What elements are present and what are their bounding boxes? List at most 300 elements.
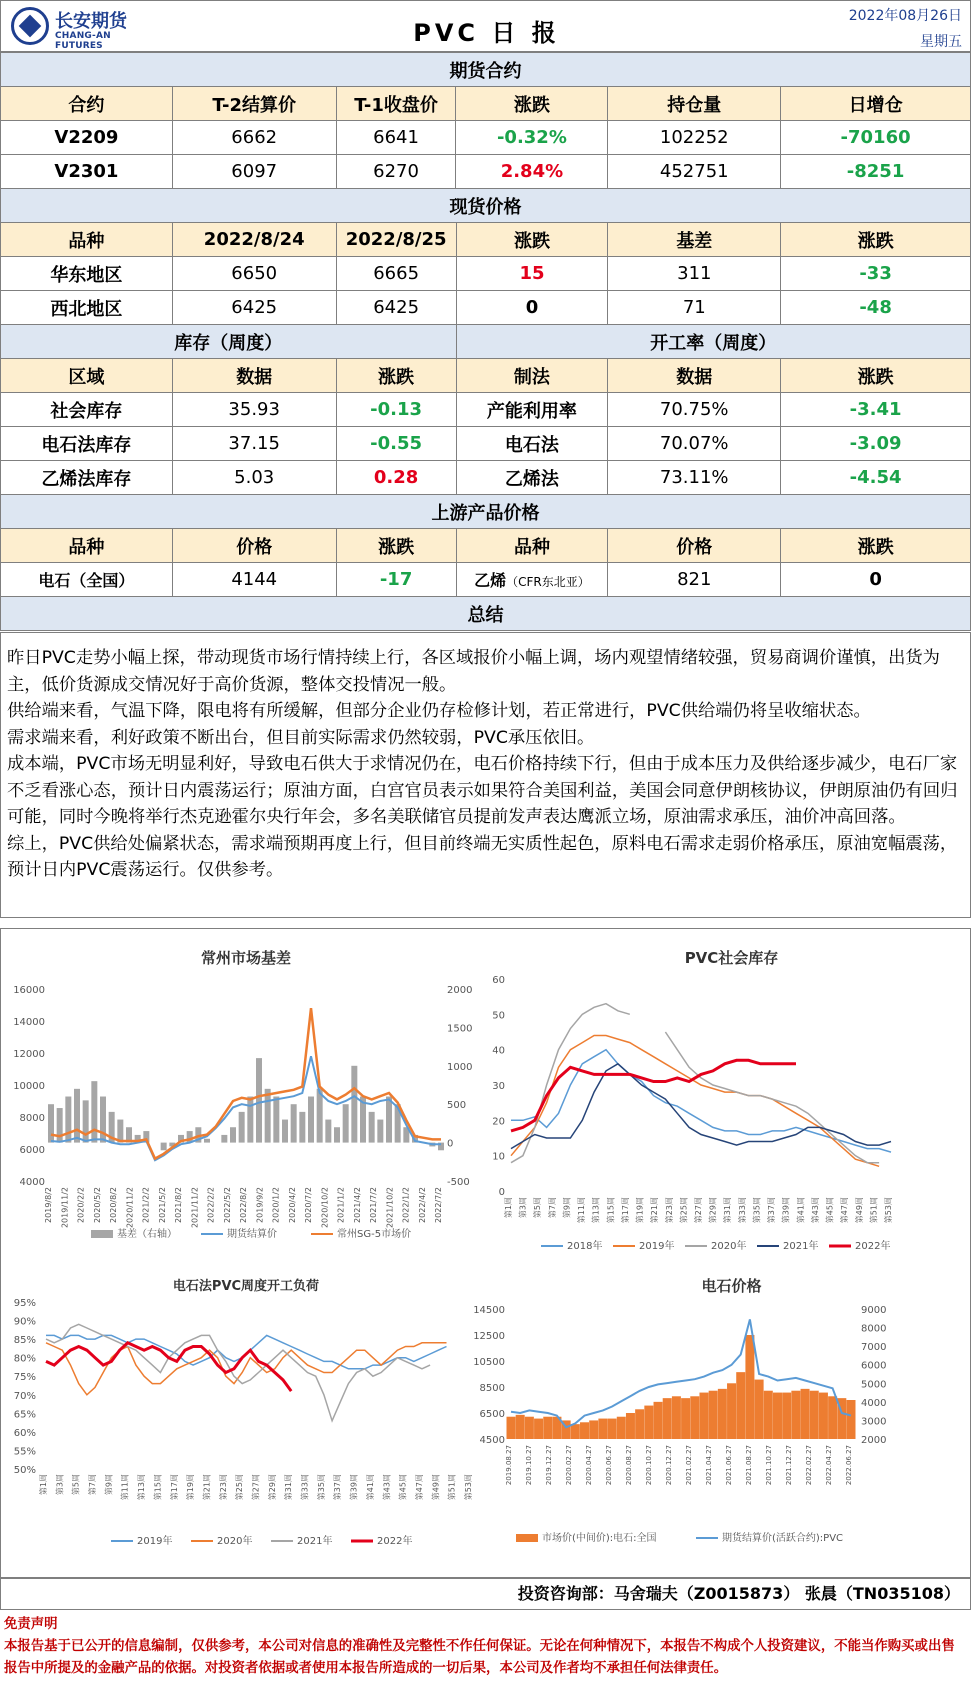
- basis-bar: [308, 1097, 314, 1143]
- legend-label: 常州SG-5市场价: [337, 1229, 412, 1240]
- x-tick-label: 第33周: [737, 1197, 747, 1224]
- x-tick-label: 第51周: [869, 1197, 879, 1224]
- summary-title-table: [0, 596, 971, 631]
- contract-name: V2209: [1, 121, 173, 155]
- x-tick-label: 2021.06.27: [725, 1445, 733, 1486]
- x-tick-label: 第29周: [267, 1474, 277, 1501]
- chart-title: 电石法PVC周度开工负荷: [172, 1279, 320, 1294]
- change-value: 0: [456, 291, 608, 325]
- report-weekday: 星期五: [920, 34, 962, 50]
- summary-text: [0, 632, 971, 918]
- legend-label: 2021年: [783, 1241, 819, 1252]
- carbide-price-bar: [690, 1396, 699, 1439]
- chart-title: 电石价格: [701, 1277, 762, 1295]
- basis-bar: [325, 1120, 331, 1143]
- x-tick-label: 2020/8/2: [109, 1187, 118, 1223]
- inventory-line-2019年: [511, 1036, 879, 1167]
- y2-tick-label: 2000: [861, 1435, 887, 1446]
- chart-title: PVC社会库存: [684, 949, 779, 967]
- x-tick-label: 2021/1/2: [336, 1187, 346, 1223]
- x-tick-label: 第9周: [562, 1197, 572, 1219]
- change-value: -3.41: [781, 393, 971, 427]
- basis-bar: [343, 1104, 349, 1142]
- section-title-upstream: 上游产品价格: [1, 495, 971, 529]
- x-tick-label: 2020/4/2: [287, 1187, 297, 1223]
- y-tick-label: 10: [492, 1151, 505, 1163]
- basis-bar: [239, 1112, 245, 1143]
- table-cell: 6425: [172, 291, 336, 325]
- x-tick-label: 第33周: [300, 1474, 310, 1501]
- table-cell: 70.07%: [608, 427, 781, 461]
- basis-bar: [83, 1100, 89, 1142]
- y2-tick-label: 5000: [861, 1379, 887, 1391]
- disclaimer-title: 免责声明: [4, 1617, 58, 1632]
- carbide-price-bar: [782, 1393, 791, 1439]
- x-tick-label: 第49周: [854, 1197, 864, 1224]
- carbide-price-bar: [626, 1413, 635, 1439]
- table-cell: 4144: [172, 563, 336, 597]
- table-cell: 35.93: [172, 393, 336, 427]
- col-header: 日增仓: [781, 87, 971, 121]
- y-tick-label: 6000: [19, 1145, 45, 1156]
- analyst-footer: 投资咨询部：马舍瑞夫（Z0015873） 张晨（TN035108）: [0, 1578, 971, 1610]
- y2-tick-label: 1000: [447, 1061, 473, 1073]
- basis-bar: [65, 1097, 71, 1143]
- x-tick-label: 第47周: [840, 1197, 850, 1224]
- y-tick-label: 50: [492, 1010, 505, 1022]
- carbide-price-bar: [810, 1391, 819, 1439]
- col-header: 持仓量: [608, 87, 781, 121]
- legend-label: 2022年: [377, 1536, 413, 1547]
- inventory-name: 社会库存: [1, 393, 173, 427]
- change-value: 0: [781, 563, 971, 597]
- carbide-price-bar: [525, 1417, 534, 1439]
- x-tick-label: 第37周: [767, 1197, 777, 1224]
- x-tick-label: 第25周: [679, 1197, 689, 1224]
- x-tick-label: 第21周: [202, 1474, 212, 1501]
- x-tick-label: 2019/9/2: [255, 1187, 265, 1223]
- table-cell: 821: [608, 563, 781, 597]
- change-value: -17: [336, 563, 456, 597]
- table-row: [1, 121, 971, 155]
- y-tick-label: 20: [492, 1116, 505, 1128]
- legend-label: 基差（右轴）: [117, 1229, 177, 1240]
- method-name: 产能利用率: [456, 393, 608, 427]
- y-tick-label: 14000: [13, 1017, 45, 1028]
- x-tick-label: 2021/8/2: [174, 1187, 183, 1223]
- y2-tick-label: 7000: [861, 1342, 887, 1354]
- x-tick-label: 第23周: [664, 1197, 674, 1224]
- carbide-price-bar: [543, 1417, 552, 1439]
- change-value: -0.55: [336, 427, 456, 461]
- y-tick-label: 55%: [13, 1446, 36, 1458]
- basis-bar: [100, 1097, 106, 1143]
- legend-label: 2022年: [855, 1241, 891, 1252]
- futures-price-line: [51, 1056, 441, 1160]
- basis-bar: [351, 1066, 357, 1143]
- legend-label: 市场价(中间价):电石:全国: [542, 1533, 657, 1544]
- x-tick-label: 第47周: [414, 1474, 424, 1501]
- x-tick-label: 2019.10.27: [525, 1445, 533, 1486]
- x-tick-label: 第41周: [365, 1474, 375, 1501]
- x-tick-label: 第43周: [382, 1474, 392, 1501]
- basis-bar: [265, 1089, 271, 1143]
- col-header: T-2结算价: [172, 87, 336, 121]
- table-cell: 71: [608, 291, 781, 325]
- x-tick-label: 2020.06.27: [605, 1445, 613, 1486]
- x-tick-label: 2022.02.27: [805, 1445, 813, 1486]
- table-cell: 37.15: [172, 427, 336, 461]
- table-cell: 6650: [172, 257, 336, 291]
- y-tick-label: 95%: [13, 1298, 36, 1309]
- carbide-price-bar: [828, 1396, 837, 1439]
- carbide-price-bar: [589, 1420, 598, 1439]
- x-tick-label: 2021/2/2: [141, 1187, 151, 1223]
- y-tick-label: 65%: [13, 1409, 36, 1421]
- col-header: 基差: [608, 223, 781, 257]
- basis-bar: [317, 1089, 323, 1143]
- carbide-price-bar: [847, 1400, 856, 1439]
- x-tick-label: 第51周: [447, 1474, 457, 1501]
- carbide-price-bar: [773, 1393, 782, 1439]
- change-value: -8251: [781, 155, 971, 189]
- legend-label: 2021年: [297, 1536, 333, 1547]
- table-cell: 5.03: [172, 461, 336, 495]
- carbide-price-bar: [534, 1419, 543, 1439]
- basis-bar: [282, 1120, 288, 1143]
- x-tick-label: 第35周: [316, 1474, 326, 1501]
- table-cell: 6425: [336, 291, 456, 325]
- x-tick-label: 2019.12.27: [545, 1445, 553, 1486]
- x-tick-label: 2019.08.27: [505, 1445, 513, 1486]
- col-header: 涨跌: [781, 529, 971, 563]
- x-tick-label: 第1周: [39, 1474, 48, 1496]
- x-tick-label: 第31周: [284, 1474, 294, 1501]
- x-tick-label: 第21周: [650, 1197, 660, 1224]
- x-tick-label: 第15周: [153, 1474, 163, 1501]
- basis-chart-svg: [1, 929, 491, 1259]
- x-tick-label: 第25周: [235, 1474, 245, 1501]
- basis-bar: [74, 1089, 80, 1143]
- x-tick-label: 第27周: [251, 1474, 261, 1501]
- y-tick-label: 10000: [13, 1081, 45, 1092]
- x-tick-label: 第5周: [533, 1197, 543, 1219]
- disclaimer: [0, 1610, 971, 1683]
- product-name: 电石（全国）: [1, 563, 173, 597]
- basis-bar: [386, 1097, 392, 1143]
- y-tick-label: 70%: [13, 1390, 36, 1402]
- carbide-price-bar: [608, 1419, 617, 1439]
- table-row: [1, 563, 971, 597]
- basis-bar: [247, 1097, 253, 1143]
- y-tick-label: 0: [498, 1187, 505, 1198]
- x-tick-label: 2022.04.27: [825, 1445, 833, 1486]
- futures-table: [0, 52, 971, 189]
- y-tick-label: 16000: [13, 985, 45, 996]
- x-tick-label: 2022.06.27: [845, 1445, 853, 1486]
- carbide-price-bar: [727, 1383, 736, 1439]
- y2-tick-label: -500: [447, 1177, 470, 1188]
- basis-bar: [48, 1104, 54, 1142]
- x-tick-label: 第39周: [781, 1197, 791, 1224]
- x-tick-label: 2022/1/2: [401, 1187, 411, 1223]
- y-tick-label: 8500: [479, 1383, 505, 1394]
- x-tick-label: 第53周: [464, 1474, 473, 1501]
- x-tick-label: 第23周: [218, 1474, 228, 1501]
- y-tick-label: 90%: [13, 1316, 36, 1328]
- table-row: [1, 155, 971, 189]
- inventory-name: 电石法库存: [1, 427, 173, 461]
- change-value: -0.32%: [456, 121, 608, 155]
- col-header: 品种: [456, 529, 608, 563]
- carbide-price-bar: [617, 1417, 626, 1439]
- x-tick-label: 2020/5/2: [92, 1187, 102, 1223]
- operating-chart-svg: [1, 1259, 491, 1579]
- y-tick-label: 8000: [19, 1113, 45, 1124]
- basis-bar: [299, 1112, 305, 1143]
- x-tick-label: 第17周: [169, 1474, 179, 1501]
- carbide-price-bar: [699, 1393, 708, 1439]
- col-header: 2022/8/25: [336, 223, 456, 257]
- x-tick-label: 第3周: [518, 1197, 528, 1219]
- carbide-price-bar: [598, 1419, 607, 1439]
- x-tick-label: 2021.02.27: [685, 1445, 693, 1486]
- method-name: 乙烯法: [456, 461, 608, 495]
- region-name: 华东地区: [1, 257, 173, 291]
- legend-label: 2019年: [137, 1536, 173, 1547]
- carbide-price-bar: [681, 1398, 690, 1439]
- x-tick-label: 2021/10/2: [385, 1187, 395, 1229]
- carbide-price-bar: [755, 1380, 764, 1439]
- table-cell: 6662: [172, 121, 336, 155]
- carbide-price-bar: [791, 1391, 800, 1439]
- table-cell: 452751: [608, 155, 781, 189]
- x-tick-label: 第11周: [577, 1197, 587, 1224]
- table-cell: 6641: [336, 121, 456, 155]
- col-header: 价格: [608, 529, 781, 563]
- logo-name-en: CHANG-AN FUTURES: [55, 31, 111, 51]
- x-tick-label: 2021.08.27: [745, 1445, 753, 1486]
- carbide-price-bar: [580, 1422, 589, 1439]
- y-tick-label: 12500: [473, 1331, 505, 1342]
- col-header: 品种: [1, 223, 173, 257]
- x-tick-label: 第45周: [825, 1197, 835, 1224]
- col-header: 涨跌: [456, 87, 608, 121]
- change-value: -0.13: [336, 393, 456, 427]
- y-tick-label: 10500: [473, 1357, 505, 1368]
- contract-name: V2301: [1, 155, 173, 189]
- product-note: （CFR东北亚）: [506, 575, 590, 589]
- table-cell: 70.75%: [608, 393, 781, 427]
- carbide-chart-svg: [473, 1259, 972, 1579]
- y2-tick-label: 9000: [861, 1305, 887, 1316]
- upstream-table: [0, 494, 971, 597]
- summary-paragraph: 成本端，PVC市场无明显利好，导致电石供大于求情况仍在，电石价格持续下行，但由于成本压力及供给逐步减少，电石厂家不乏看涨心态，预计日内震荡运行；原油方面，白宫官员表示如果符合美国利益，美国会同意伊朗核协议，伊朗原油仍有回归可能，同时今晚将举行杰克逊霍尔央行年会，多名美联储官员提前发声表达鹰派立场，原油需求承压，油价冲高回落。: [7, 754, 958, 827]
- x-tick-label: 第13周: [137, 1474, 147, 1501]
- col-header: 品种: [1, 529, 173, 563]
- summary-paragraph: 需求端来看，利好政策不断出台，但目前实际需求仍然较弱，PVC承压依旧。: [7, 727, 595, 748]
- page-title: PVC 日 报: [413, 19, 560, 47]
- y2-tick-label: 8000: [861, 1323, 887, 1335]
- inventory-operating-table: [0, 324, 971, 495]
- col-header: 数据: [172, 359, 336, 393]
- table-cell: 6270: [336, 155, 456, 189]
- x-tick-label: 2021/7/2: [369, 1187, 378, 1223]
- x-tick-label: 第11周: [120, 1474, 130, 1501]
- carbide-price-bar: [745, 1335, 754, 1439]
- basis-bar: [204, 1139, 210, 1143]
- change-value: 2.84%: [456, 155, 608, 189]
- report-date: 2022年08月26日: [848, 8, 962, 24]
- y2-tick-label: 2000: [447, 985, 473, 996]
- x-tick-label: 2021.04.27: [705, 1445, 713, 1486]
- operating-line-2020年: [46, 1343, 447, 1395]
- legend-label: 2018年: [567, 1241, 603, 1252]
- logo-name-cn: 长安期货: [55, 11, 127, 32]
- x-tick-label: 2020.02.27: [565, 1445, 573, 1486]
- table-cell: 6665: [336, 257, 456, 291]
- x-tick-label: 2022/8/2: [239, 1187, 248, 1223]
- x-tick-label: 第27周: [694, 1197, 703, 1224]
- x-tick-label: 第53周: [884, 1197, 893, 1224]
- x-tick-label: 第19周: [635, 1197, 645, 1224]
- x-tick-label: 2020.04.27: [585, 1445, 593, 1486]
- chart-operating: [1, 1259, 491, 1579]
- change-value: -48: [781, 291, 971, 325]
- col-header: 涨跌: [781, 223, 971, 257]
- x-tick-label: 2020/2/2: [76, 1187, 86, 1223]
- section-title-summary: 总结: [1, 597, 971, 631]
- x-tick-label: 第9周: [104, 1474, 114, 1496]
- y-tick-label: 85%: [13, 1335, 36, 1347]
- report-header: [0, 0, 971, 52]
- x-tick-label: 第29周: [708, 1197, 718, 1224]
- change-value: 0.28: [336, 461, 456, 495]
- y-tick-label: 4500: [479, 1435, 505, 1446]
- x-tick-label: 2021.10.27: [765, 1445, 773, 1486]
- table-row: [1, 393, 971, 427]
- carbide-price-bar: [571, 1424, 580, 1439]
- col-header: 区域: [1, 359, 173, 393]
- y2-tick-label: 3000: [861, 1416, 887, 1428]
- x-tick-label: 第45周: [398, 1474, 408, 1501]
- x-tick-label: 2020/11/2: [125, 1187, 135, 1229]
- col-header: 价格: [172, 529, 336, 563]
- table-cell: 6097: [172, 155, 336, 189]
- y-tick-label: 6500: [479, 1409, 505, 1420]
- carbide-price-bar: [709, 1391, 718, 1439]
- basis-bar: [377, 1120, 383, 1143]
- x-tick-label: 第5周: [71, 1474, 81, 1496]
- x-tick-label: 第7周: [88, 1474, 98, 1496]
- x-tick-label: 第19周: [186, 1474, 196, 1501]
- x-tick-label: 2020/7/2: [304, 1187, 313, 1223]
- col-header: 数据: [608, 359, 781, 393]
- x-tick-label: 第37周: [333, 1474, 343, 1501]
- table-cell: 73.11%: [608, 461, 781, 495]
- x-tick-label: 第17周: [620, 1197, 630, 1224]
- carbide-price-bar: [819, 1393, 828, 1439]
- change-value: -4.54: [781, 461, 971, 495]
- x-tick-label: 2020.08.27: [625, 1445, 633, 1486]
- table-cell: 102252: [608, 121, 781, 155]
- carbide-price-bar: [654, 1402, 663, 1439]
- chart-inventory: [491, 929, 972, 1259]
- col-header: 涨跌: [456, 223, 608, 257]
- col-header: 合约: [1, 87, 173, 121]
- summary-paragraph: 昨日PVC走势小幅上探，带动现货市场行情持续上行，各区域报价小幅上调，场内观望情绪较强，贸易商调价谨慎，出货为主，低价货源成交情况好于高价货源，整体交投情况一般。: [7, 648, 940, 695]
- y-tick-label: 40: [492, 1045, 505, 1057]
- region-name: 西北地区: [1, 291, 173, 325]
- col-header: 涨跌: [336, 529, 456, 563]
- x-tick-label: 第13周: [591, 1197, 601, 1224]
- y-tick-label: 60: [492, 975, 505, 986]
- x-tick-label: 2019/8/2: [44, 1187, 53, 1223]
- disclaimer-text: 本报告基于已公开的信息编制，仅供参考，本公司对信息的准确性及完整性不作任何保证。无论在何种情况下，本报告不构成个人投资建议，不能当作购买或出售报告中所提及的金融产品的依据。对投资者依据或者使用本报告所造成的一切后果，本公司及作者均不承担任何法律责任。: [4, 1639, 955, 1676]
- spot-table: [0, 188, 971, 325]
- x-tick-label: 2021/4/2: [352, 1187, 362, 1223]
- table-row: [1, 291, 971, 325]
- y-tick-label: 80%: [13, 1353, 36, 1365]
- method-name: 电石法: [456, 427, 608, 461]
- col-header: 2022/8/24: [172, 223, 336, 257]
- basis-bar: [161, 1143, 167, 1151]
- section-title-futures: 期货合约: [1, 53, 971, 87]
- chart-basis: [1, 929, 491, 1259]
- summary-paragraph: 综上，PVC供给处偏紧状态，需求端预期再度上行，但目前终端无实质性起色，原料电石需求走弱价格承压，原油宽幅震荡，预计日内PVC震荡运行。仅供参考。: [7, 833, 958, 880]
- basis-bar: [369, 1112, 375, 1143]
- change-value: -70160: [781, 121, 971, 155]
- y2-tick-label: 500: [447, 1100, 467, 1112]
- x-tick-label: 2022/7/2: [434, 1187, 443, 1223]
- y2-tick-label: 1500: [447, 1023, 473, 1035]
- basis-bar: [334, 1127, 340, 1142]
- carbide-price-bar: [672, 1396, 681, 1439]
- summary-paragraph: 供给端来看，气温下降，限电将有所缓解，但部分企业仍存检修计划，若正常进行，PVC供给端仍将呈收缩状态。: [7, 701, 871, 721]
- carbide-price-bar: [663, 1398, 672, 1439]
- chart-title: 常州市场基差: [200, 949, 291, 967]
- table-row: [1, 461, 971, 495]
- legend-label: 2020年: [217, 1536, 253, 1547]
- basis-bar: [230, 1127, 236, 1142]
- y-tick-label: 30: [492, 1081, 505, 1092]
- x-tick-label: 第15周: [606, 1197, 616, 1224]
- carbide-price-bar: [516, 1415, 525, 1439]
- col-header: 涨跌: [336, 359, 456, 393]
- change-value: -33: [781, 257, 971, 291]
- legend-label: 期货结算价(活跃合约):PVC: [722, 1533, 844, 1544]
- basis-bar: [256, 1058, 262, 1142]
- y-tick-label: 60%: [13, 1427, 36, 1439]
- y-tick-label: 12000: [13, 1049, 45, 1060]
- carbide-price-bar: [644, 1406, 653, 1439]
- legend-swatch: [516, 1534, 538, 1542]
- x-tick-label: 第39周: [349, 1474, 359, 1501]
- change-value: -3.09: [781, 427, 971, 461]
- y2-tick-label: 0: [447, 1138, 454, 1150]
- legend-label: 2019年: [639, 1241, 675, 1252]
- section-title-operating: 开工率（周度）: [456, 325, 971, 359]
- x-tick-label: 第49周: [431, 1474, 441, 1501]
- legend-label: 2020年: [711, 1241, 747, 1252]
- table-cell: 311: [608, 257, 781, 291]
- x-tick-label: 2020/10/2: [320, 1187, 330, 1229]
- col-header: 制法: [456, 359, 608, 393]
- x-tick-label: 2021.12.27: [785, 1445, 793, 1486]
- inventory-name: 乙烯法库存: [1, 461, 173, 495]
- table-row: [1, 427, 971, 461]
- x-tick-label: 2020.10.27: [645, 1445, 653, 1486]
